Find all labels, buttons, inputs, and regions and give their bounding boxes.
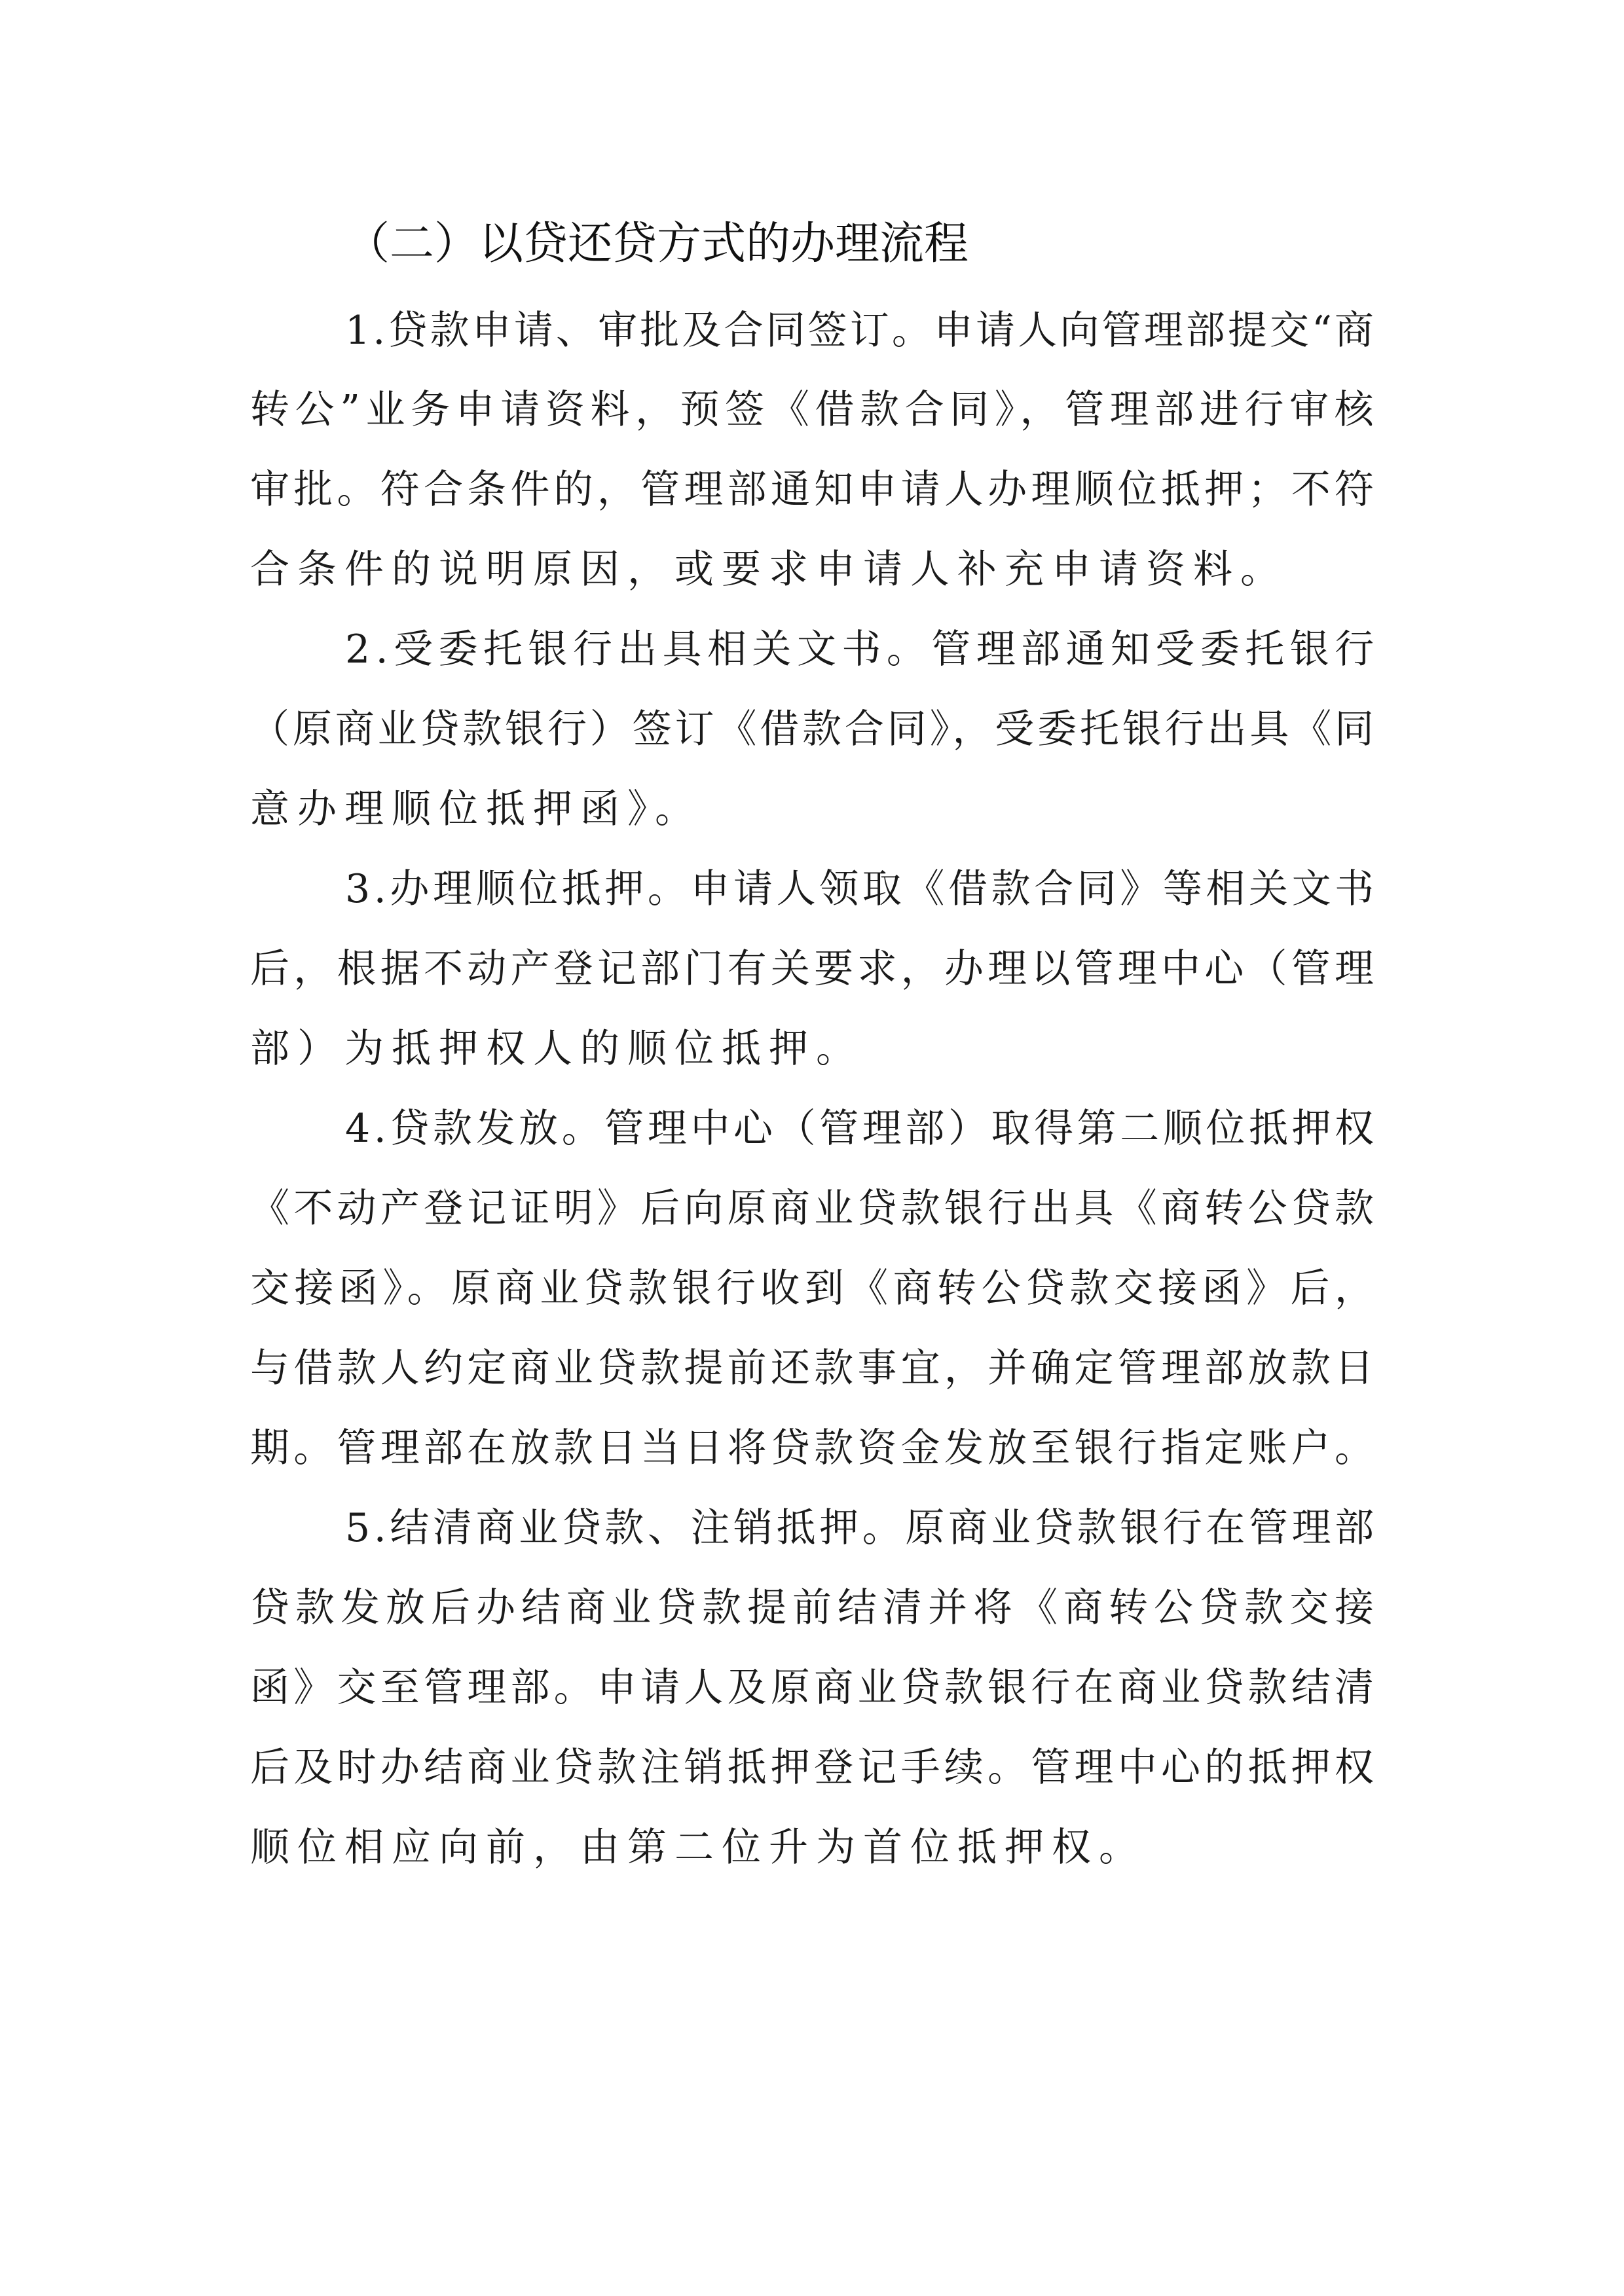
- paragraph-line: 后及时办结商业贷款注销抵押登记手续。管理中心的抵押权: [250, 1745, 1378, 1791]
- paragraph-line: 2.受委托银行出具相关文书。管理部通知受委托银行: [345, 627, 1380, 672]
- paragraph-line: 4.贷款发放。管理中心（管理部）取得第二顺位抵押权: [345, 1106, 1378, 1152]
- paragraph-line: 5.结清商业贷款、注销抵押。原商业贷款银行在管理部: [345, 1505, 1378, 1551]
- paragraph-line: 顺位相应向前，由第二位升为首位抵押权。: [250, 1825, 1146, 1870]
- paragraph-line: 意办理顺位抵押函》。: [250, 786, 702, 832]
- paragraph-line: 贷款发放后办结商业贷款提前结清并将《商转公贷款交接: [250, 1585, 1380, 1631]
- paragraph-line: 部）为抵押权人的顺位抵押。: [250, 1026, 863, 1072]
- section-heading: （二）以贷还贷方式的办理流程: [345, 218, 969, 270]
- paragraph-line: （原商业贷款银行）签订《借款合同》，受委托银行出具《同: [250, 706, 1377, 752]
- paragraph-line: 后，根据不动产登记部门有关要求，办理以管理中心（管理: [250, 946, 1378, 992]
- paragraph-line: 交接函》。原商业贷款银行收到《商转公贷款交接函》后，: [250, 1266, 1379, 1311]
- paragraph-line: 1.贷款申请、审批及合同签订。申请人向管理部提交“商: [345, 308, 1377, 354]
- paragraph-line: 期。管理部在放款日当日将贷款资金发放至银行指定账户。: [250, 1425, 1378, 1471]
- paragraph-line: 函》交至管理部。申请人及原商业贷款银行在商业贷款结清: [250, 1665, 1378, 1711]
- paragraph-line: 《不动产登记证明》后向原商业贷款银行出具《商转公贷款: [250, 1186, 1378, 1231]
- paragraph-line: 3.办理顺位抵押。申请人领取《借款合同》等相关文书: [345, 866, 1378, 912]
- paragraph-line: 与借款人约定商业贷款提前还款事宜，并确定管理部放款日: [250, 1345, 1378, 1391]
- paragraph-line: 转公”业务申请资料，预签《借款合同》，管理部进行审核: [250, 387, 1380, 433]
- paragraph-line: 审批。符合条件的，管理部通知申请人办理顺位抵押；不符: [250, 467, 1378, 513]
- paragraph-line: 合条件的说明原因，或要求申请人补充申请资料。: [250, 547, 1287, 592]
